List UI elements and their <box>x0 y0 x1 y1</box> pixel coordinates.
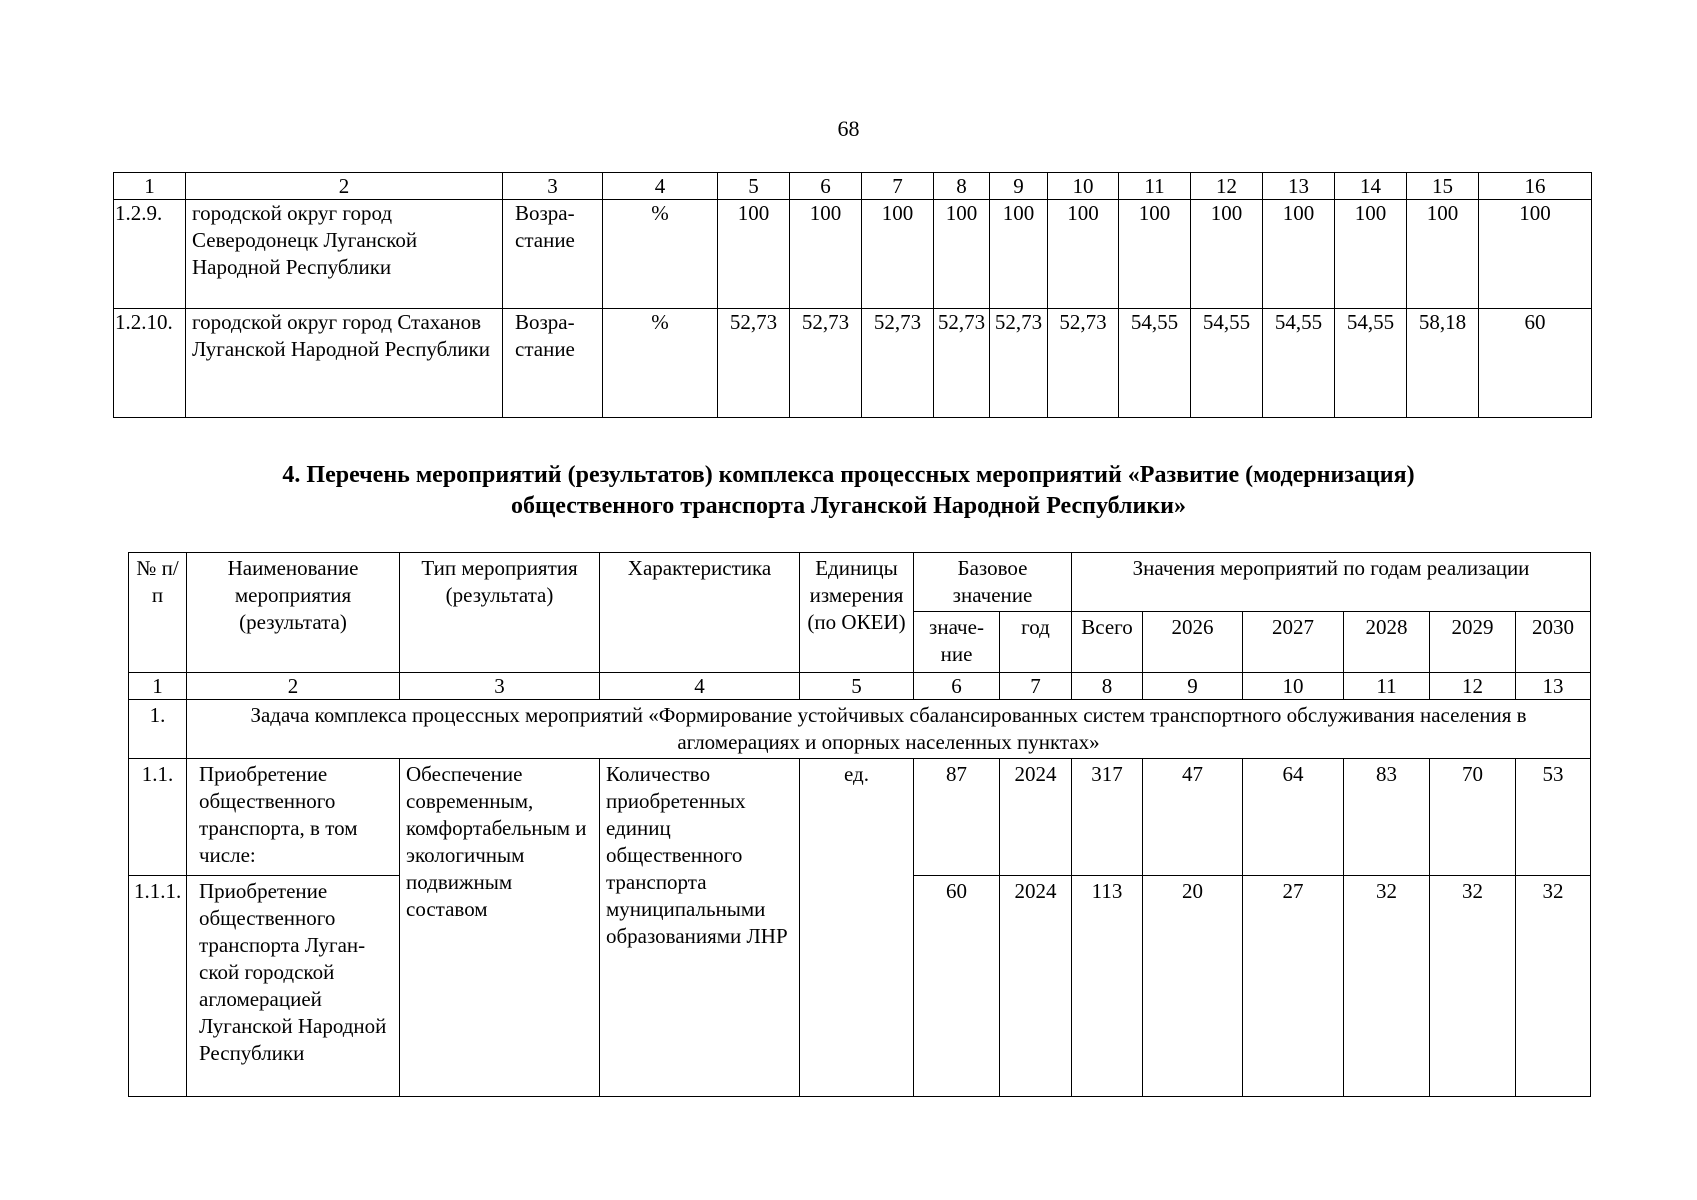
col-number: 1 <box>114 173 186 200</box>
table-row <box>129 759 1591 876</box>
measures-table <box>128 552 1591 1097</box>
row-value: 54,55 <box>1119 309 1191 418</box>
col-number: 10 <box>1048 173 1119 200</box>
col-number: 2 <box>187 673 400 700</box>
row-direction: Возра-стание <box>503 200 603 309</box>
row-value: 100 <box>1191 200 1263 309</box>
row-value: 100 <box>790 200 862 309</box>
row-value: 100 <box>1119 200 1191 309</box>
row-value: 54,55 <box>1263 309 1335 418</box>
col-number: 16 <box>1479 173 1592 200</box>
row-characteristic: Количество приобретенных единиц общественного транспорта муниципальными образованиями ЛНР <box>600 759 800 1097</box>
row-direction: Возра-стание <box>503 309 603 418</box>
header-row <box>129 553 1591 612</box>
row-value: 52,73 <box>990 309 1048 418</box>
row-value: 52,73 <box>718 309 790 418</box>
col-number: 3 <box>503 173 603 200</box>
column-number-row <box>114 173 1592 200</box>
col-number: 7 <box>1000 673 1072 700</box>
table-row <box>114 200 1592 309</box>
col-number: 5 <box>800 673 914 700</box>
row-year-value: 47 <box>1143 759 1243 876</box>
row-value: 100 <box>1335 200 1407 309</box>
header-values-by-year: Значения мероприятий по годам реализации <box>1072 553 1591 612</box>
row-value: 100 <box>1407 200 1479 309</box>
row-value: 58,18 <box>1407 309 1479 418</box>
col-number: 6 <box>790 173 862 200</box>
row-year-value: 32 <box>1344 876 1430 1097</box>
col-number: 7 <box>862 173 934 200</box>
col-number: 6 <box>914 673 1000 700</box>
row-value: 52,73 <box>862 309 934 418</box>
row-base-value: 87 <box>914 759 1000 876</box>
col-number: 2 <box>186 173 503 200</box>
row-value: 100 <box>990 200 1048 309</box>
col-number: 9 <box>1143 673 1243 700</box>
row-number: 1.1.1. <box>129 876 187 1097</box>
row-year-value: 20 <box>1143 876 1243 1097</box>
header-unit: Единицы измерения (по ОКЕИ) <box>800 553 914 673</box>
header-year: 2030 <box>1516 612 1591 673</box>
row-value: 100 <box>1479 200 1592 309</box>
row-unit: % <box>603 309 718 418</box>
section-title <box>0 460 1697 522</box>
row-value: 54,55 <box>1335 309 1407 418</box>
row-unit: % <box>603 200 718 309</box>
row-unit: ед. <box>800 759 914 1097</box>
row-name: Приобретение общественного транспорта Луган-ской городской агломерацией Луганской Народной Республики <box>187 876 400 1097</box>
header-year: 2026 <box>1143 612 1243 673</box>
header-year: 2029 <box>1430 612 1516 673</box>
row-number: 1.2.10. <box>114 309 186 418</box>
row-year-value: 64 <box>1243 759 1344 876</box>
header-type: Тип мероприятия (результата) <box>400 553 600 673</box>
col-number: 14 <box>1335 173 1407 200</box>
row-value: 100 <box>934 200 990 309</box>
header-name: Наименование мероприятия (результата) <box>187 553 400 673</box>
row-value: 100 <box>862 200 934 309</box>
col-number: 13 <box>1263 173 1335 200</box>
col-number: 8 <box>1072 673 1143 700</box>
row-value: 100 <box>1048 200 1119 309</box>
col-number: 9 <box>990 173 1048 200</box>
row-total: 317 <box>1072 759 1143 876</box>
col-number: 13 <box>1516 673 1591 700</box>
row-type: Обеспечение современным, комфортабельным и экологичным подвижным составом <box>400 759 600 1097</box>
row-value: 54,55 <box>1191 309 1263 418</box>
indicators-table <box>113 172 1592 418</box>
column-number-row <box>129 673 1591 700</box>
col-number: 4 <box>603 173 718 200</box>
col-number: 11 <box>1344 673 1430 700</box>
row-year-value: 27 <box>1243 876 1344 1097</box>
header-characteristic: Характеристика <box>600 553 800 673</box>
col-number: 12 <box>1430 673 1516 700</box>
header-total: Всего <box>1072 612 1143 673</box>
header-year: 2028 <box>1344 612 1430 673</box>
table-row <box>114 309 1592 418</box>
col-number: 4 <box>600 673 800 700</box>
row-base-year: 2024 <box>1000 876 1072 1097</box>
row-number: 1.2.9. <box>114 200 186 309</box>
row-value: 60 <box>1479 309 1592 418</box>
row-year-value: 32 <box>1430 876 1516 1097</box>
header-num: № п/п <box>129 553 187 673</box>
col-number: 8 <box>934 173 990 200</box>
row-value: 52,73 <box>934 309 990 418</box>
header-base: Базовое значение <box>914 553 1072 612</box>
task-number: 1. <box>129 700 187 759</box>
row-total: 113 <box>1072 876 1143 1097</box>
page-number: 68 <box>837 116 860 141</box>
task-row <box>129 700 1591 759</box>
row-value: 100 <box>718 200 790 309</box>
header-base-year: год <box>1000 612 1072 673</box>
col-number: 5 <box>718 173 790 200</box>
row-value: 52,73 <box>790 309 862 418</box>
row-base-year: 2024 <box>1000 759 1072 876</box>
col-number: 3 <box>400 673 600 700</box>
col-number: 10 <box>1243 673 1344 700</box>
row-year-value: 83 <box>1344 759 1430 876</box>
header-base-value: значе-ние <box>914 612 1000 673</box>
row-name: городской округ город Северодонецк Луганской Народной Республики <box>186 200 503 309</box>
row-number: 1.1. <box>129 759 187 876</box>
row-name: городской округ город Стаханов Луганской Народной Республики <box>186 309 503 418</box>
row-value: 100 <box>1263 200 1335 309</box>
row-name: Приобретение общественного транспорта, в том числе: <box>187 759 400 876</box>
col-number: 1 <box>129 673 187 700</box>
row-year-value: 70 <box>1430 759 1516 876</box>
row-year-value: 32 <box>1516 876 1591 1097</box>
task-text: Задача комплекса процессных мероприятий «Формирование устойчивых сбалансированных систем транспортного обслуживания населения в агломерациях и опорных населенных пунктах» <box>187 700 1591 759</box>
section-title-line: 4. Перечень мероприятий (результатов) комплекса процессных мероприятий «Развитие (модернизация) <box>282 462 1415 488</box>
col-number: 15 <box>1407 173 1479 200</box>
section-title-line: общественного транспорта Луганской Народной Республики» <box>511 493 1186 519</box>
header-year: 2027 <box>1243 612 1344 673</box>
row-year-value: 53 <box>1516 759 1591 876</box>
col-number: 12 <box>1191 173 1263 200</box>
row-base-value: 60 <box>914 876 1000 1097</box>
row-value: 52,73 <box>1048 309 1119 418</box>
col-number: 11 <box>1119 173 1191 200</box>
